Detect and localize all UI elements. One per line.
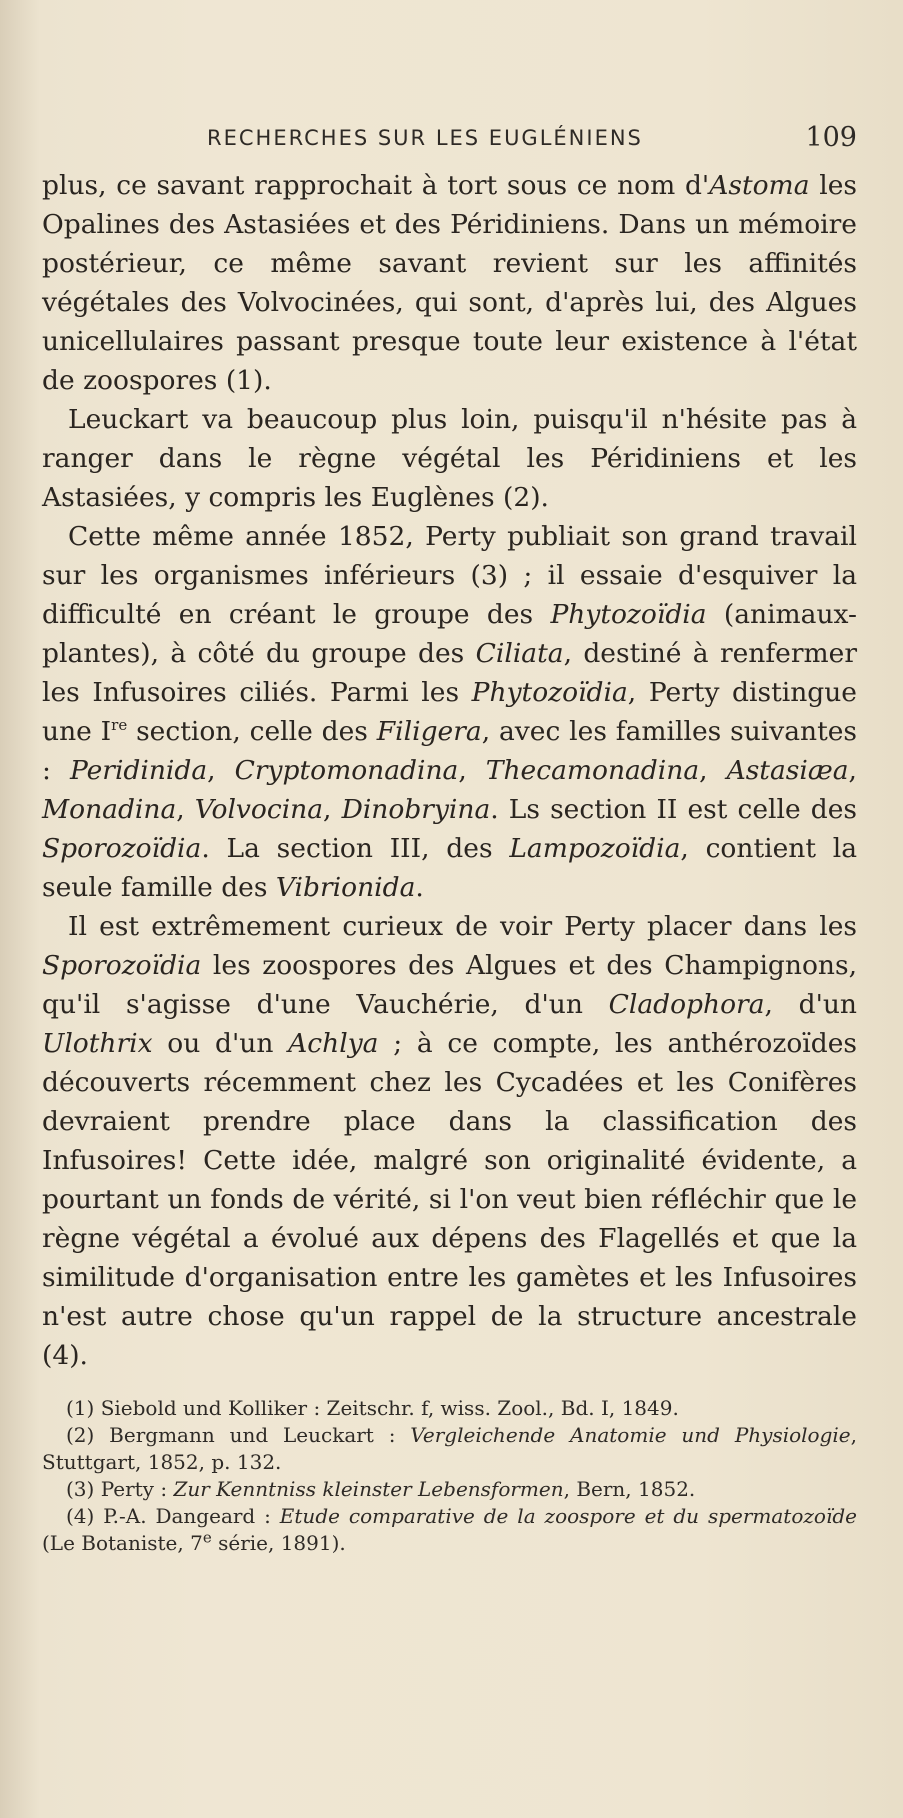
italic-term: Volvocina (194, 794, 324, 825)
italic-term: Sporozoïdia (42, 833, 202, 864)
italic-title: Etude comparative de la zoospore et du spermatozoïde (279, 1504, 857, 1528)
italic-term: Thecamonadina (485, 755, 700, 786)
text-run: . (415, 872, 424, 903)
text-run: , Perty distingue une I (42, 677, 857, 747)
text-run: , destiné à renfermer les Infusoires ciliés. Parmi les (42, 638, 858, 708)
italic-term: Peridinida (69, 755, 208, 786)
text-run: , d'un (764, 989, 857, 1020)
running-head: RECHERCHES SUR LES EUGLÉNIENS (207, 126, 643, 150)
text-run: (4) P.-A. Dangeard : (66, 1504, 280, 1528)
text-run: Il est extrêmement curieux de voir Perty placer dans les (68, 911, 857, 942)
italic-term: Phytozoïdia (471, 677, 628, 708)
footnotes (42, 1395, 857, 1557)
text-run: , (848, 755, 857, 786)
text-run: (3) Perty : (66, 1477, 174, 1501)
italic-term: Astasiæa (726, 755, 849, 786)
footnote-1: (1) Siebold und Kolliker : Zeitschr. f, wiss. Zool., Bd. I, 1849. (66, 1396, 679, 1420)
italic-title: Vergleichende Anatomie und Physiologie (410, 1423, 851, 1447)
footnote-2 (42, 1422, 857, 1476)
italic-term: Monadina (42, 794, 177, 825)
text-run: Cette même année 1852, Perty publiait son grand travail sur les organismes inférieurs (3) ; il essaie d'esquiver la difficulté en créant le groupe des (42, 521, 857, 630)
text-run: plus, ce savant rapprochait à tort sous ce nom d' (42, 170, 710, 201)
page-header (42, 122, 857, 158)
text-run: (Le Botaniste, 7 (42, 1531, 203, 1555)
text-run: , Bern, 1852. (563, 1477, 696, 1501)
superscript: e (202, 1528, 212, 1547)
text-run: , (176, 794, 195, 825)
text-run: section, celle des (127, 716, 377, 747)
italic-term: Vibrionida (275, 872, 416, 903)
italic-term: Phytozoïdia (550, 599, 707, 630)
paragraph-4 (42, 907, 857, 1375)
text-run: , contient la seule famille des (42, 833, 858, 903)
italic-term: Cryptomonadina (234, 755, 459, 786)
text-run: , (323, 794, 342, 825)
italic-term: Cladophora (608, 989, 765, 1020)
book-page (42, 0, 857, 1818)
paragraph-1 (42, 166, 857, 400)
footnote-3 (42, 1476, 857, 1503)
italic-term: Achlya (288, 1028, 379, 1059)
text-run: , (458, 755, 486, 786)
text-run: , (699, 755, 727, 786)
italic-term: Ulothrix (42, 1028, 153, 1059)
italic-term: Dinobryina (341, 794, 491, 825)
text-run: ou d'un (152, 1028, 289, 1059)
italic-term: Sporozoïdia (42, 950, 202, 981)
text-run: , avec les familles suivantes : (42, 716, 857, 786)
text-run: . La section III, des (201, 833, 510, 864)
paragraph-3 (42, 517, 857, 907)
paragraph-2: Leuckart va beaucoup plus loin, puisqu'il n'hésite pas à ranger dans le règne végétal les Péridiniens et les Astasiées, y compris les Euglènes (2). (42, 404, 857, 513)
text-run: (2) Bergmann und Leuckart : (66, 1423, 411, 1447)
text-run: série, 1891). (211, 1531, 346, 1555)
text-run: les Opalines des Astasiées et des Péridiniens. Dans un mémoire postérieur, ce même savant revient sur les affinités végétales des Volvocinées, qui sont, d'après lui, des Algues unicellulaires passant presque toute leur existence à l'état de zoospores (1). (42, 170, 857, 396)
superscript: re (111, 716, 128, 735)
text-run: ; à ce compte, les anthérozoïdes découverts récemment chez les Cycadées et les Conifères devraient prendre place dans la classification des Infusoires! Cette idée, malgré son originalité évidente, a pourtant un fonds de vérité, si l'on veut bien réfléchir que le règne végétal a évolué aux dépens des Flagellés et que la similitude d'organisation entre les gamètes et les Infusoires n'est autre chose qu'un rappel de la structure ancestrale (4). (42, 1028, 857, 1371)
body-text (42, 166, 857, 1375)
footnote-4 (42, 1503, 857, 1557)
text-run: les zoospores des Algues et des Champignons, qu'il s'agisse d'une Vauchérie, d'un (42, 950, 857, 1020)
page-number: 109 (805, 122, 857, 153)
italic-term: Astoma (709, 170, 810, 201)
italic-term: Ciliata (475, 638, 564, 669)
text-run: , Stuttgart, 1852, p. 132. (42, 1423, 857, 1474)
text-run: (animaux-plantes), à côté du groupe des (42, 599, 857, 669)
italic-term: Filigera (376, 716, 482, 747)
text-run: . Ls section II est celle des (490, 794, 857, 825)
text-run: , (207, 755, 235, 786)
italic-title: Zur Kenntniss kleinster Lebensformen (173, 1477, 564, 1501)
italic-term: Lampozoïdia (509, 833, 681, 864)
